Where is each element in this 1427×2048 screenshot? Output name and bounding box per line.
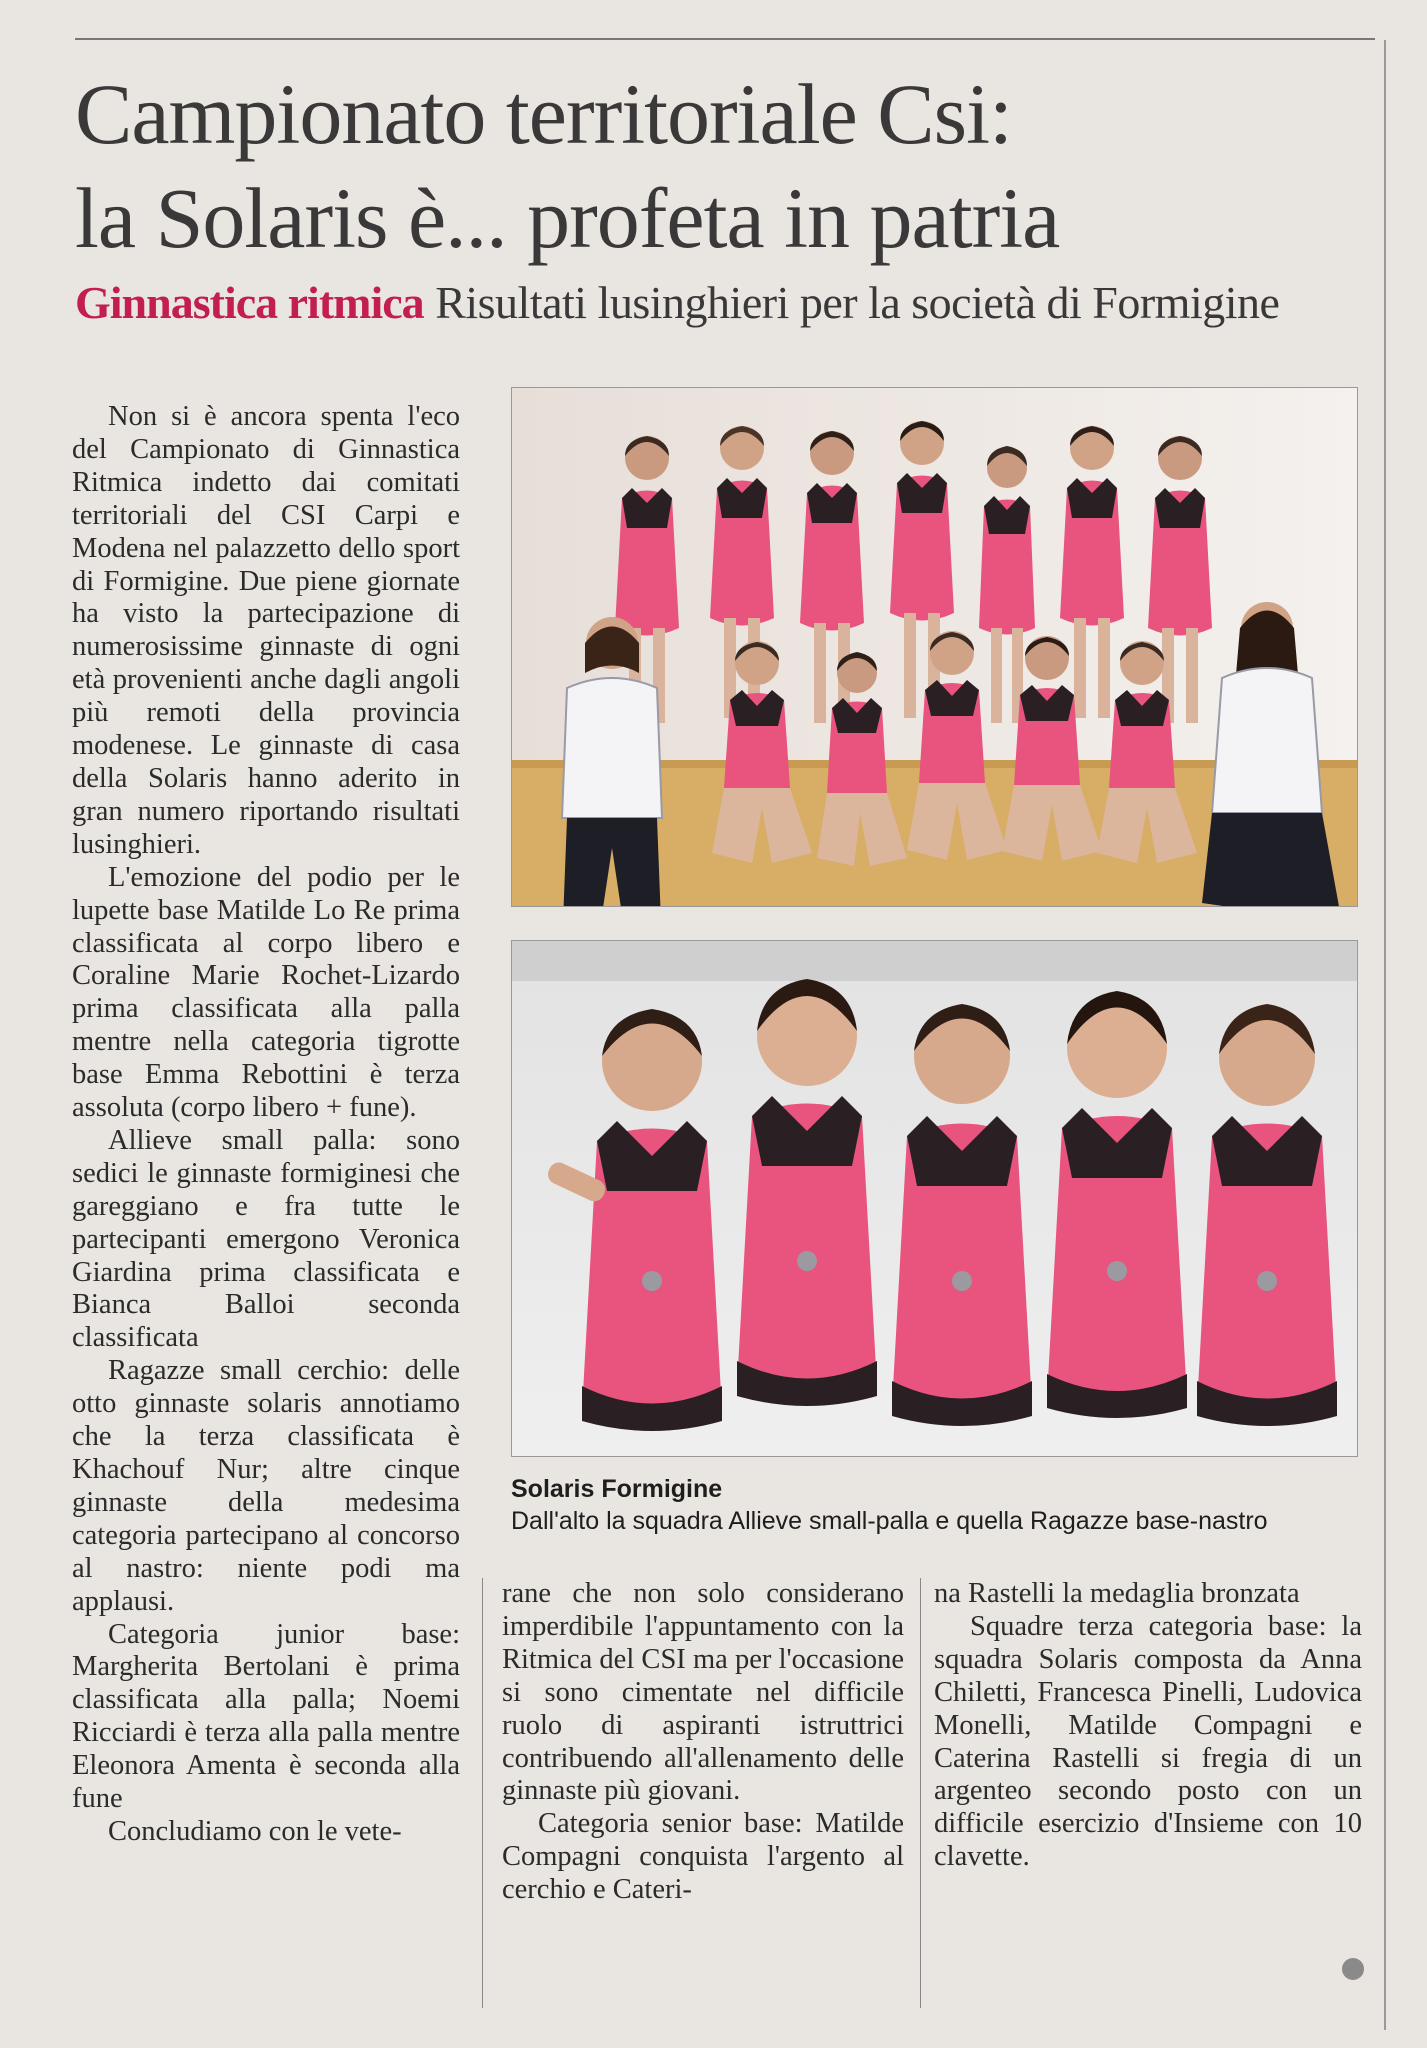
article-column-3 (934, 1578, 1362, 1874)
paragraph: Non si è ancora spenta l'eco del Campionato di Ginnastica Ritmica indetto dai comitati territoriali del CSI Carpi e Modena nel palazzetto dello sport di Formigine. Due piene giornate ha visto la partecipazione di numerosissime ginnaste di ogni età provenienti anche dagli angoli più remoti della provincia modenese. Le ginnaste di casa della Solaris hanno aderito in gran numero riportando risultati lusinghieri. (72, 401, 460, 860)
paragraph: Categoria senior base: Matilde Compagni conquista l'argento al cerchio e Cateri- (502, 1808, 904, 1906)
photo-caption (511, 1473, 1371, 1537)
paragraph: Allieve small palla: sono sedici le ginnaste formiginesi che gareggiano e fra tutte le partecipanti emergono Veronica Giardina prima classificata e Bianca Balloi seconda classificata (72, 1124, 460, 1354)
paragraph: Squadre terza categoria base: la squadra Solaris composta da Anna Chiletti, Francesca Pinelli, Ludovica Monelli, Matilde Compagni e Caterina Rastelli si fregia di un argenteo secondo posto con un difficile esercizio d'Insieme con 10 clavette. (934, 1610, 1362, 1873)
section-kicker: Ginnastica ritmica (75, 277, 424, 328)
column-rule (482, 1578, 483, 2008)
deck: Risultati lusinghieri per la società di Formigine (435, 277, 1280, 328)
paragraph: L'emozione del podio per le lupette base Matilde Lo Re prima classificata al corpo libero e Coraline Marie Rochet-Lizardo prima classificata alla palla mentre nella categoria tigrotte base Emma Rebottini è terza assoluta (corpo libero + fune). (72, 861, 460, 1124)
caption-text: Dall'alto la squadra Allieve small-palla e quella Ragazze base-nastro (511, 1507, 1268, 1535)
caption-title: Solaris Formigine (511, 1475, 723, 1503)
paragraph: Categoria junior base: Margherita Bertolani è prima classificata alla palla; Noemi Ricciardi è terza alla palla mentre Eleonora Amenta è seconda alla fune (72, 1618, 460, 1815)
headline-line-1: Campionato territoriale Csi: (75, 66, 1012, 162)
article-end-mark (1342, 1958, 1364, 1980)
article-column-2 (502, 1578, 904, 1907)
paragraph: rane che non solo considerano imperdibile l'appuntamento con la Ritmica del CSI ma per l'occasione si sono cimentate nel difficile ruolo di aspiranti istruttrici contribuendo all'allenamento delle ginnaste più giovani. (502, 1578, 904, 1807)
paragraph: na Rastelli la medaglia bronzata (934, 1578, 1300, 1609)
column-divider-right (1384, 40, 1386, 2030)
team-photo-ragazze-illustration (512, 941, 1357, 1456)
article-column-1 (72, 401, 460, 1849)
paragraph: Concludiamo con le vete- (108, 1815, 402, 1847)
paragraph: Ragazze small cerchio: delle otto ginnaste solaris annotiamo che la terza classificata è Khachouf Nur; altre cinque ginnaste della medesima categoria partecipano al concorso al nastro: niente podi ma applausi. (72, 1355, 460, 1617)
headline-line-2: la Solaris è... profeta in patria (75, 170, 1060, 266)
team-photo-allieve-illustration (512, 388, 1357, 906)
headline (75, 62, 1385, 270)
team-photo-ragazze (511, 940, 1358, 1457)
top-rule (75, 38, 1375, 40)
team-photo-allieve (511, 387, 1358, 907)
column-rule (920, 1578, 921, 2008)
subheadline (75, 275, 1385, 331)
